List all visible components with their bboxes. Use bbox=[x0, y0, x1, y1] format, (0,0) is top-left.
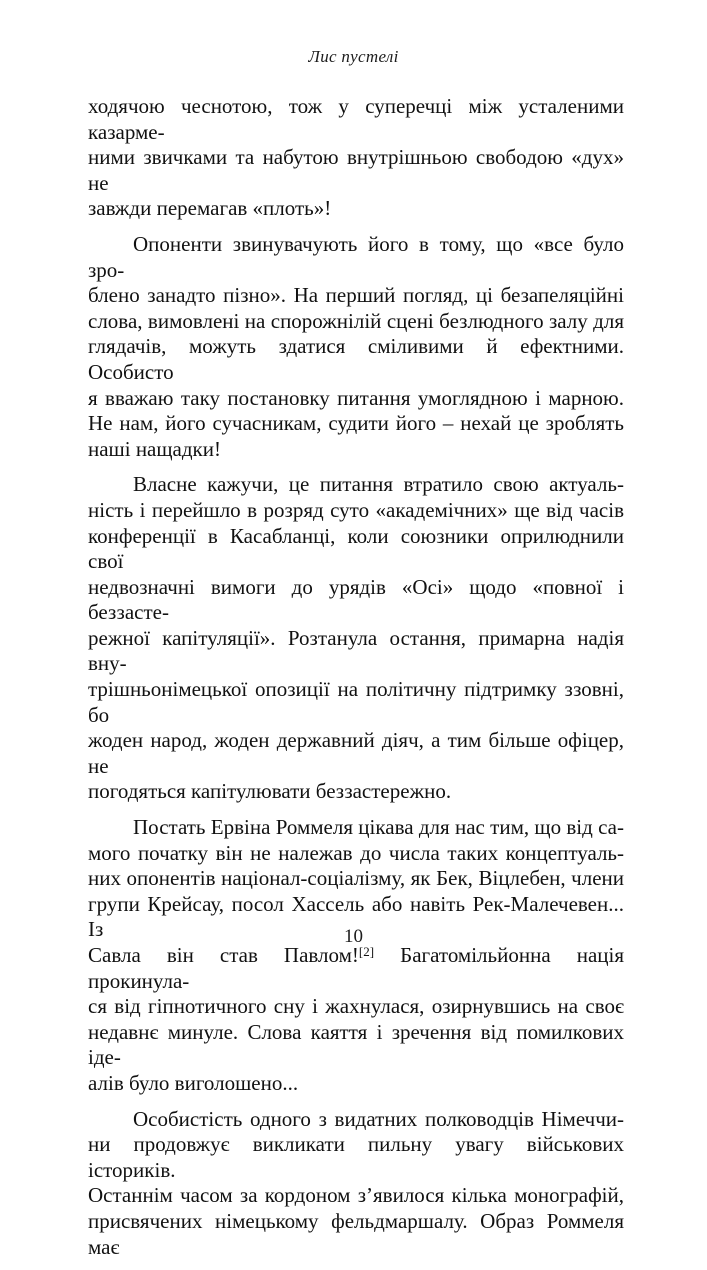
text-line: Опоненти звинувачують його в тому, що «все було зро- bbox=[88, 231, 624, 282]
text-line: трішньонімецької опозиції на політичну підтримку ззовні, бо bbox=[88, 677, 624, 727]
text-line: Власне кажучи, це питання втратило свою актуаль- bbox=[133, 472, 624, 497]
text-line: Не нам, його сучасникам, судити його – нехай це зроблять bbox=[88, 411, 624, 436]
paragraph bbox=[88, 232, 624, 462]
text-line: присвячених німецькому фельдмаршалу. Образ Роммеля має bbox=[88, 1208, 624, 1259]
text-line: групи Крейсау, посол Хассель або навіть Рек-Малечевен... Із bbox=[88, 891, 624, 942]
text-line: режної капітуляції». Розтанула остання, примарна надія вну- bbox=[88, 625, 624, 676]
text-column bbox=[88, 94, 624, 1270]
text-line: наші нащадки! bbox=[88, 436, 221, 461]
text-line: глядачів, можуть здатися сміливими й ефектними. Особисто bbox=[88, 334, 624, 384]
paragraph bbox=[88, 815, 624, 1097]
text-line: погодяться капітулювати беззастережно. bbox=[88, 779, 452, 804]
text-line: алів було виголошено... bbox=[88, 1070, 299, 1095]
footnote-ref[interactable]: [2] bbox=[358, 944, 375, 959]
text-line: ними звичками та набутою внутрішньою свободою «дух» не bbox=[88, 145, 624, 195]
paragraph bbox=[88, 94, 624, 222]
text-line: завжди перемагав «плоть»! bbox=[88, 196, 332, 221]
text-line: них опонентів націонал-соціалізму, як Бек, Віцлебен, члени bbox=[88, 866, 624, 891]
text-line: Останнім часом за кордоном з’явилося кілька монографій, bbox=[88, 1183, 624, 1208]
text-line: жоден народ, жоден державний діяч, а тим більше офіцер, не bbox=[88, 728, 624, 778]
text-line: Особистість одного з видатних полководців Німеччи- bbox=[133, 1106, 624, 1131]
page-number: 10 bbox=[344, 926, 363, 947]
text-line: Постать Ервіна Роммеля цікава для нас тим, що від са- bbox=[133, 815, 624, 840]
paragraph bbox=[88, 472, 624, 805]
text-line: недавнє минуле. Слова каяття і зречення від помилкових іде- bbox=[88, 1019, 624, 1070]
text-line: недвозначні вимоги до урядів «Осі» щодо «повної і беззасте- bbox=[88, 574, 624, 625]
text-line: я вважаю таку постановку питання умоглядною і марною. bbox=[88, 385, 624, 410]
text-line: конференції в Касабланці, коли союзники оприлюднили свої bbox=[88, 523, 624, 574]
text-line: ність і перейшло в розряд суто «академічних» ще від часів bbox=[88, 497, 624, 522]
text-line: мого початку він не належав до числа таких концептуаль- bbox=[88, 840, 624, 865]
text-line: ся від гіпнотичного сну і жахнулася, озирнувшись на своє bbox=[88, 994, 624, 1019]
text-line: Савла він став Павлом![2] Багатомільйонна нація прокинула- bbox=[88, 943, 624, 993]
text-line: блено занадто пізно». На перший погляд, ці безапеляційні bbox=[88, 283, 624, 308]
text-line: ходячою чеснотою, тож у суперечці між усталеними казарме- bbox=[88, 94, 624, 144]
text-line: ни продовжує викликати пильну увагу військових істориків. bbox=[88, 1132, 624, 1182]
running-title: Лис пустелі bbox=[308, 47, 399, 66]
paragraph bbox=[88, 1107, 624, 1261]
text-line: слова, вимовлені на спорожнілій сцені безлюдного залу для bbox=[88, 308, 624, 333]
